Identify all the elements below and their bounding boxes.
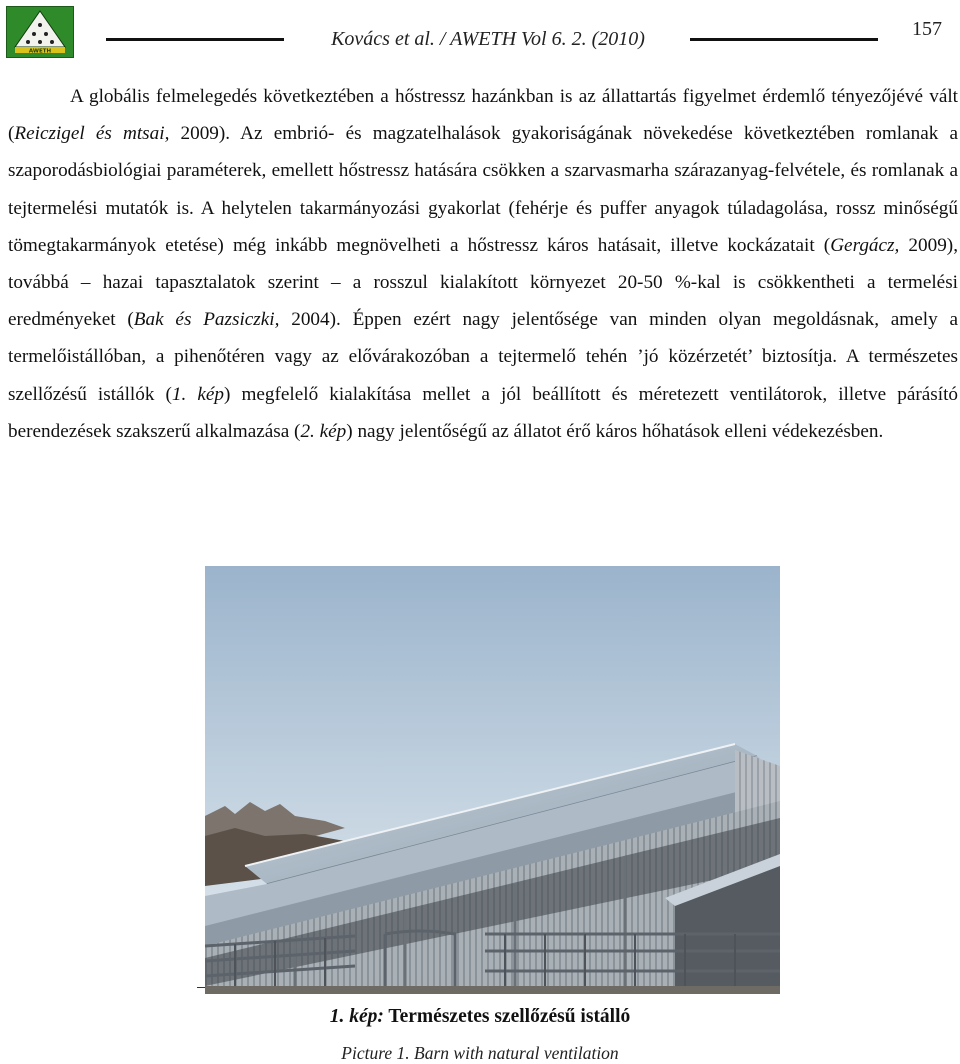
citation: Reiczigel és mtsai, xyxy=(14,123,170,145)
text-run: 2009). Az embrió- és magzatelhalások gyakoriságának növekedése következtében romlanak a szaporodásbiológiai paraméterek, emellett hőstressz hatására csökken a szarvasmarha szárazanyag-felvétele, és romlanak a tejtermelési mutatók is. A helytelen takarmányozási gyakorlat (fehérje és puffer anyagok túladagolása, rossz minőségű tömegtakarmányok etetése) még inkább megnövelheti a hőstressz káros hatásait, illetve kockázatait ( xyxy=(8,123,958,256)
figure-mark xyxy=(197,987,205,988)
header-rule-right xyxy=(690,38,878,41)
journal-logo xyxy=(6,6,74,58)
running-head: Kovács et al. / AWETH Vol 6. 2. (2010) xyxy=(331,28,645,50)
svg-text:AWETH: AWETH xyxy=(28,48,52,55)
text-run: ) nagy jelentőségű az állatot érő káros hőhatások elleni védekezésben. xyxy=(346,420,884,442)
page-number: 157 xyxy=(912,18,942,40)
text-run: ) megfelelő kialakítása mellet a jól beállított és méretezett ventilátorok, illetve párásító berendezések szakszerű alkalmazása ( xyxy=(8,383,958,442)
citation: Gergácz, xyxy=(830,234,900,256)
figure-reference: 2. kép xyxy=(300,420,347,442)
caption-label: 1. kép: xyxy=(329,1006,384,1027)
figure-caption-english: Picture 1. Barn with natural ventilation xyxy=(341,1043,619,1063)
caption-title: Természetes szellőzésű istálló xyxy=(383,1006,631,1027)
text-run: 2009), továbbá – hazai tapasztalatok szerint – a rosszul kialakított környezet 20-50 %-kal is csökkentheti a termelési eredményeket ( xyxy=(8,234,958,331)
body-paragraph xyxy=(8,78,958,450)
paragraph-1 xyxy=(8,78,958,450)
figure-caption xyxy=(0,1006,960,1028)
text-run: A globális felmelegedés következtében a hőstressz hazánkban is az állattartás figyelmet érdemlő tényezőjévé vált ( xyxy=(8,86,958,145)
figure-reference: 1. kép xyxy=(171,383,224,405)
barn-photo xyxy=(205,566,780,994)
text-run: 2004). Éppen ezért nagy jelentősége van minden olyan megoldásnak, amely a termelőistállóban, a pihenőtéren vagy az elővárakozóban a tejtermelő tehén ’jó közérzetét’ biztosítja. A természetes szellőzésű istállók ( xyxy=(8,309,958,405)
citation: Bak és Pazsiczki, xyxy=(133,309,280,331)
header-rule-left xyxy=(106,38,284,41)
